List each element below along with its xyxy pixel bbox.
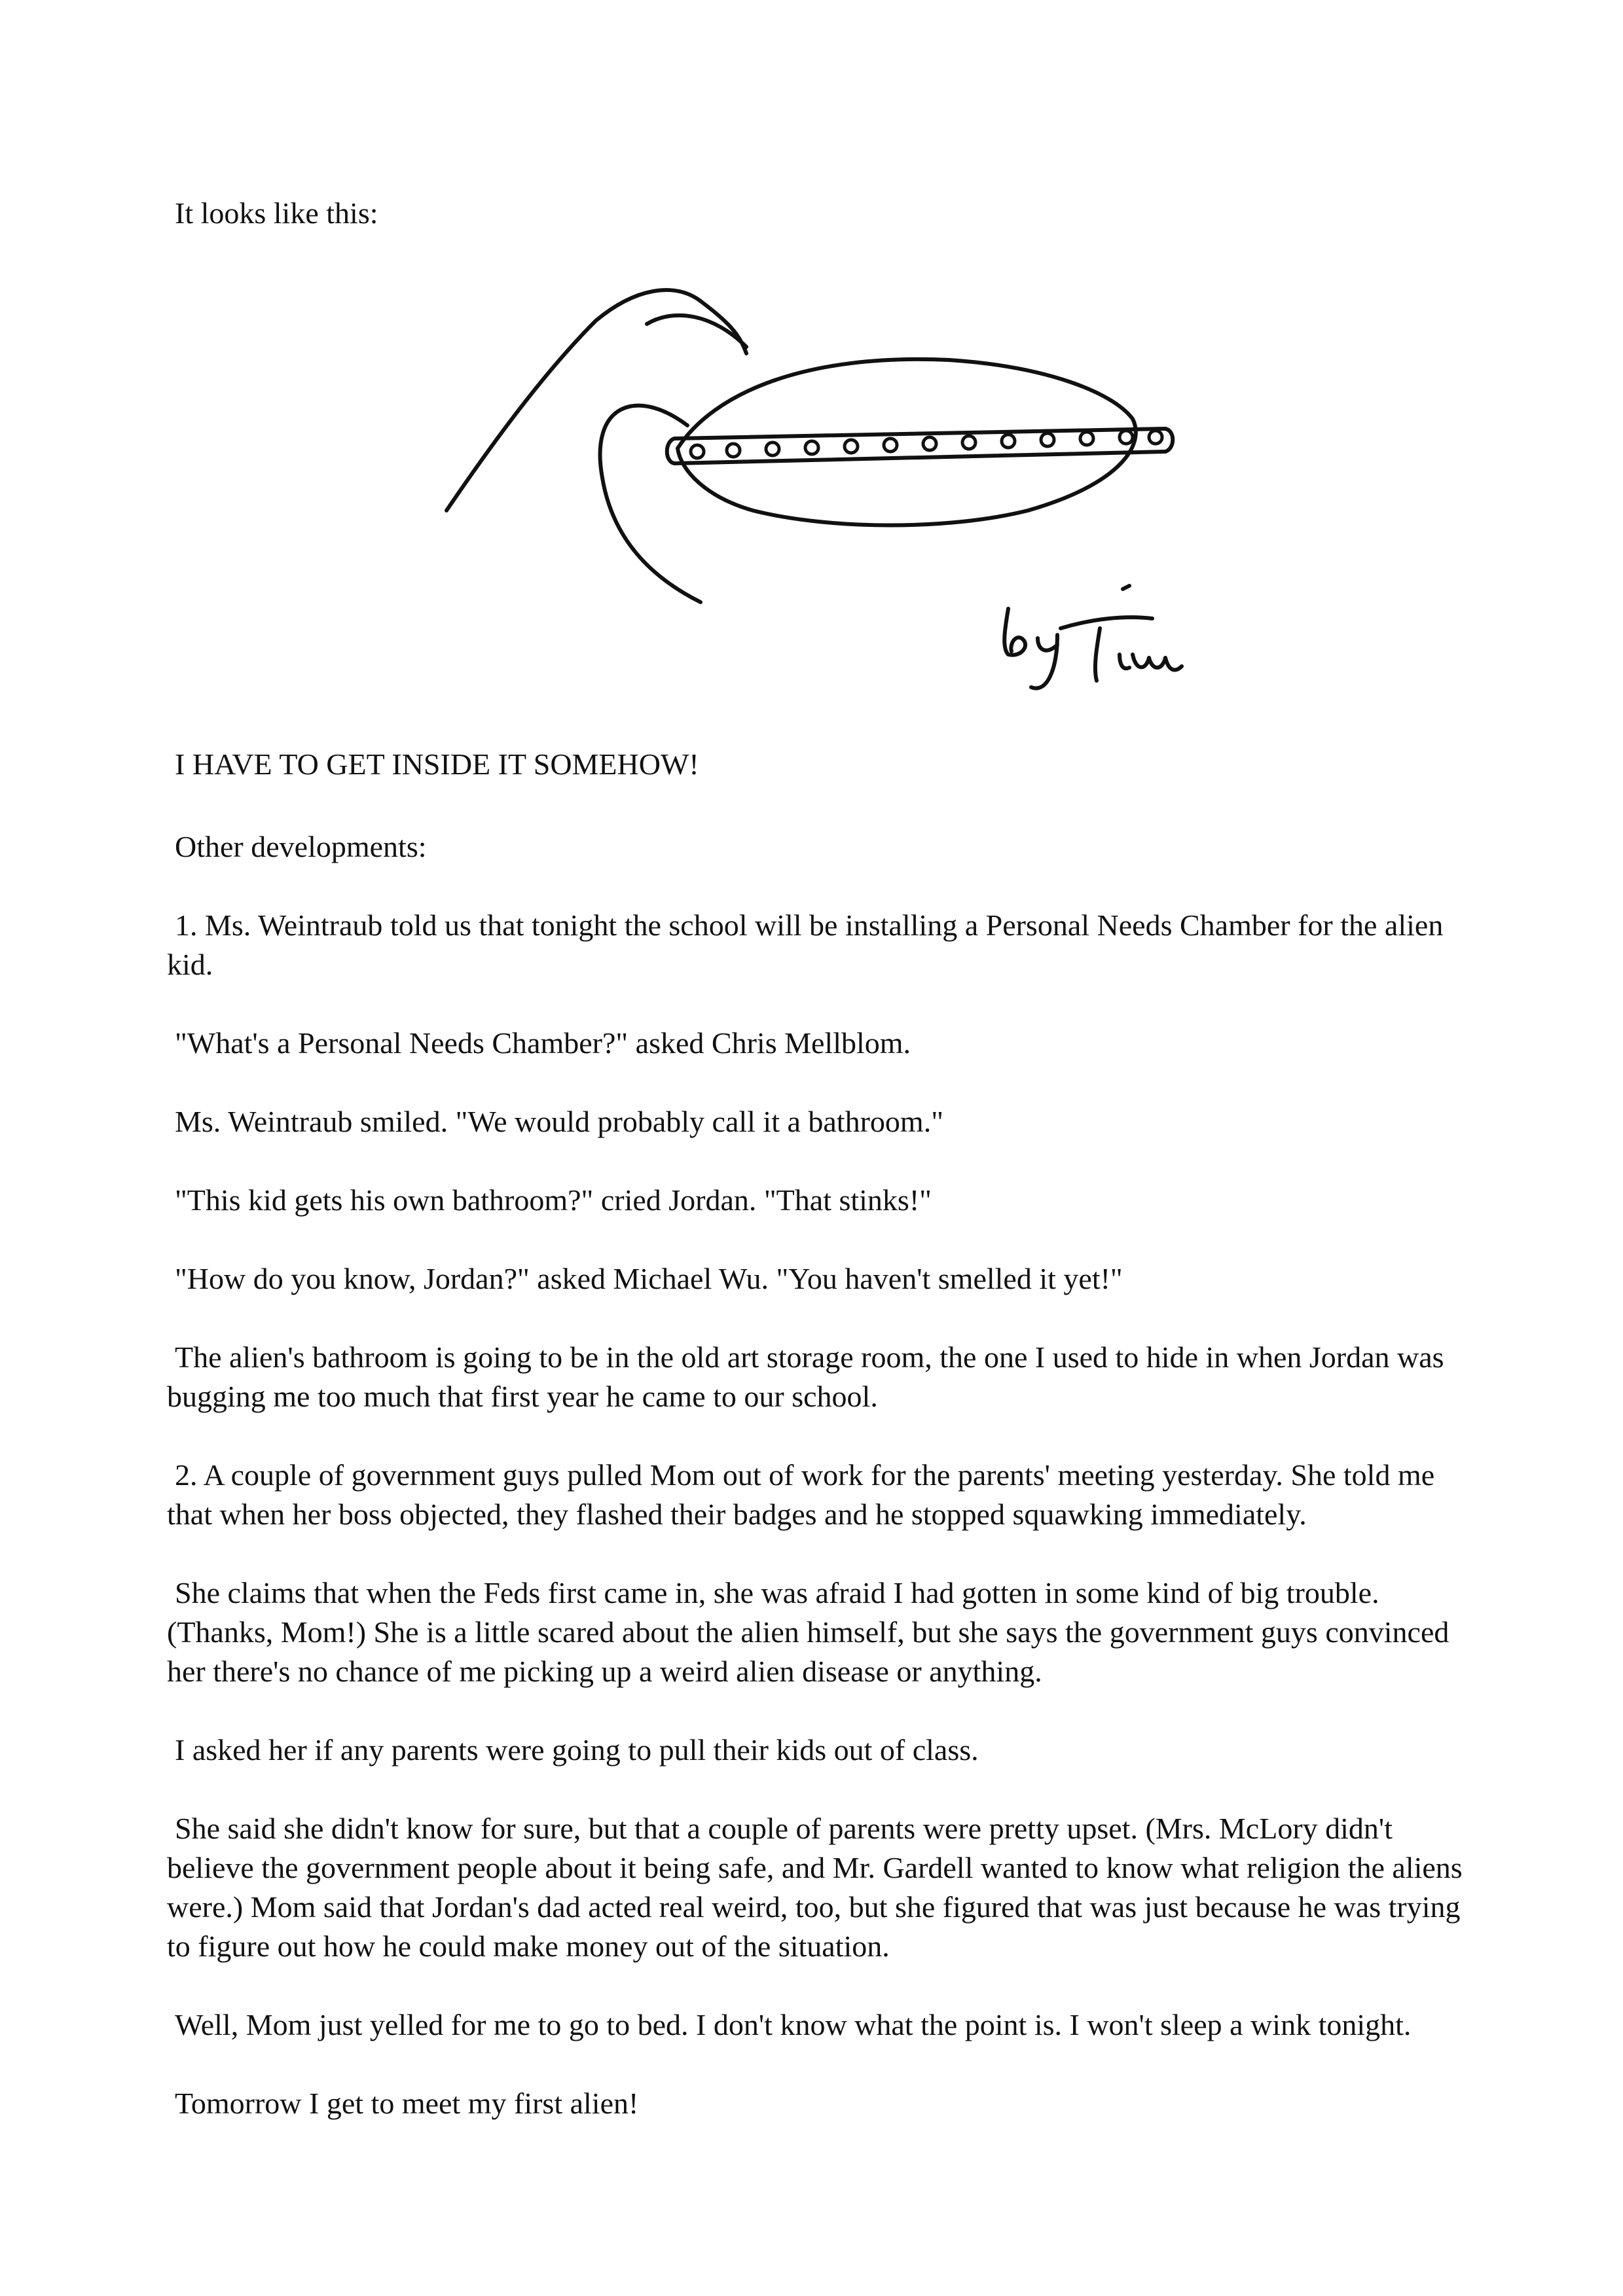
signature-by-tim [1004,586,1182,689]
porthole [1041,433,1054,446]
saucer-body [678,359,1136,526]
saucer-sketch-svg [439,262,1198,694]
porthole [1002,435,1015,448]
porthole [1080,432,1093,445]
saucer-band [667,429,1173,463]
paragraph-item-1: 1. Ms. Weintraub told us that tonight the school will be installing a Personal Needs Chamber for the alien kid. [167,908,1444,981]
porthole [1120,431,1133,444]
porthole [962,436,976,449]
paragraph-parents-upset: She said she didn't know for sure, but that a couple of parents were pretty upset. (Mrs. McLory didn't believe the government people about it being safe, and Mr. Gardell wanted to know what religion the aliens were.) Mom said that Jordan's dad acted real weird, too, but she figured that was just because he was trying to figure out how he could make money out of the situation. [167,1812,1463,1963]
paragraph-chris-question: "What's a Personal Needs Chamber?" asked Chris Mellblom. [175,1026,911,1060]
paragraph-other-developments: Other developments: [175,830,427,863]
paragraph-bathroom-location: The alien's bathroom is going to be in the old art storage room, the one I used to hide in when Jordan was bugging me too much that first year he came to our school. [167,1340,1444,1413]
paragraph-feds: She claims that when the Feds first came in, she was afraid I had gotten in some kind of big trouble. (Thanks, Mom!) She is a little scared about the alien himself, but she says the government guys convinced her there's no chance of me picking up a weird alien disease or anything. [167,1576,1450,1688]
porthole [845,440,858,453]
porthole [805,441,818,454]
paragraph-jordan-cry: "This kid gets his own bathroom?" cried Jordan. "That stinks!" [175,1183,932,1217]
porthole [727,444,740,457]
paragraph-weintraub-reply: Ms. Weintraub smiled. "We would probably call it a bathroom." [175,1105,943,1138]
porthole [884,439,897,452]
paragraph-item-2: 2. A couple of government guys pulled Mom out of work for the parents' meeting yesterday. She told me that when her boss objected, they flashed their badges and he stopped squawking immediately. [167,1458,1435,1531]
paragraph-michael-wu: "How do you know, Jordan?" asked Michael Wu. "You haven't smelled it yet!" [175,1262,1123,1295]
porthole [1149,431,1162,444]
paragraph-asked-parents: I asked her if any parents were going to pull their kids out of class. [175,1733,979,1767]
porthole [766,442,779,456]
paragraph-exclaim: I HAVE TO GET INSIDE IT SOMEHOW! [175,747,699,781]
paragraph-bedtime: Well, Mom just yelled for me to go to bed. I don't know what the point is. I won't sleep a wink tonight. [175,2008,1412,2041]
porthole [923,437,936,450]
flying-saucer-drawing [439,262,1198,694]
porthole [691,445,704,458]
paragraph-tomorrow: Tomorrow I get to meet my first alien! [175,2087,639,2120]
trail-line-outer [447,290,701,511]
paragraph-intro: It looks like this: [175,196,378,230]
trail-line-top [647,315,746,347]
